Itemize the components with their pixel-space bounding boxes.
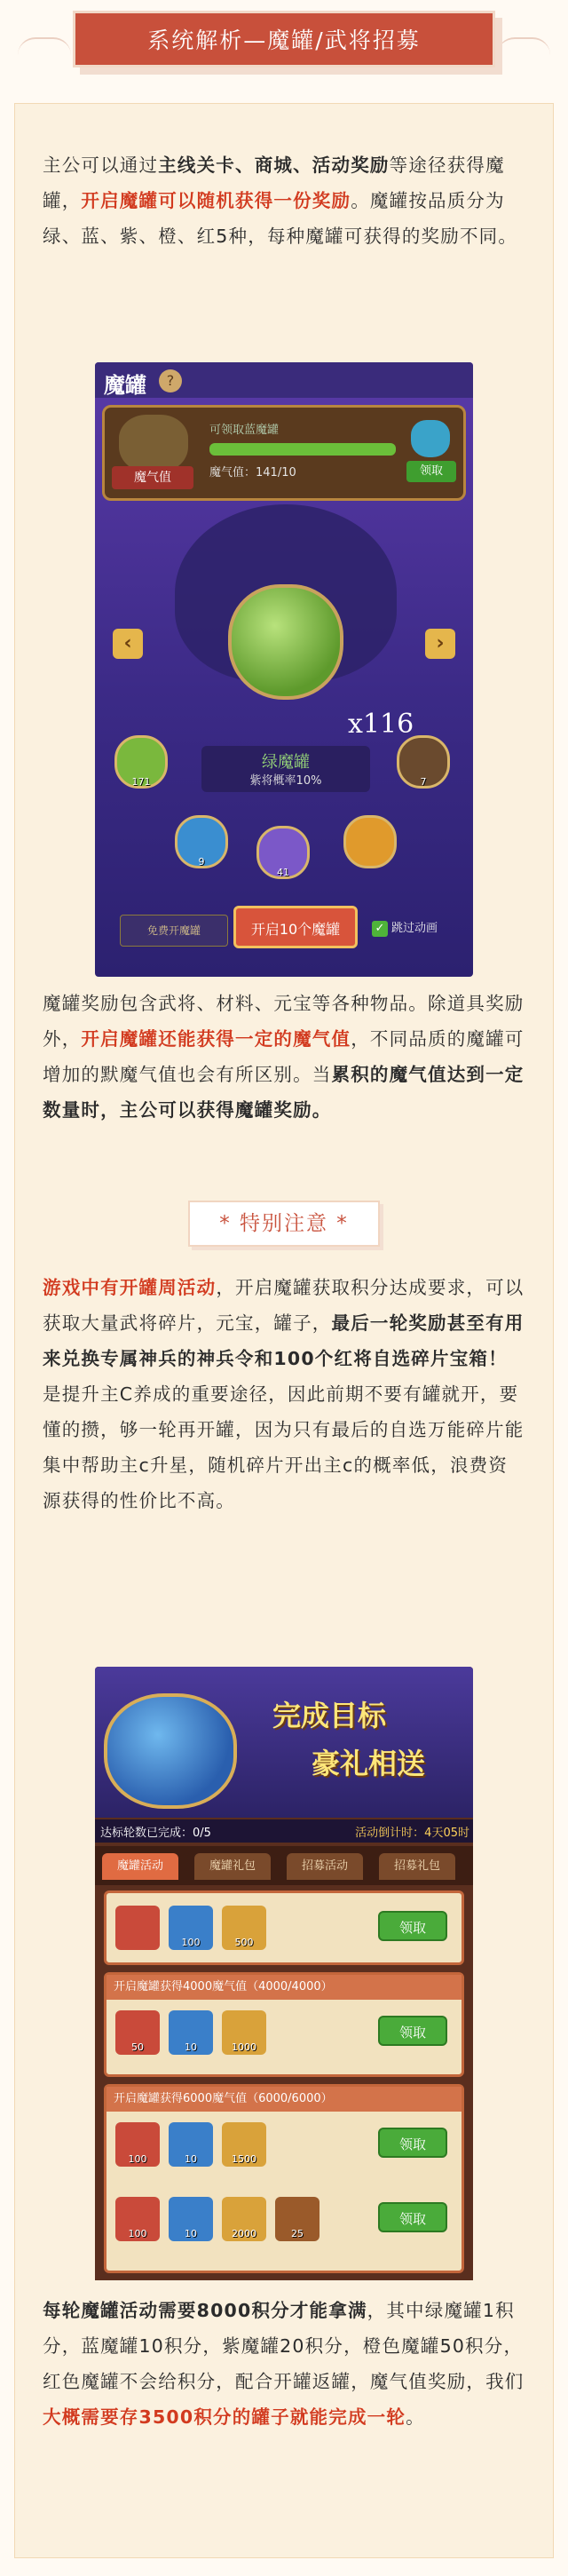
magic-value-badge: 魔气值 (112, 466, 193, 489)
green-jar-icon (228, 584, 343, 700)
tab-jar-event: 魔罐活动 (102, 1853, 178, 1880)
claim-button: 领取 (378, 1911, 447, 1941)
event-text-1: ，开启魔罐获取积分达成要求，可以获取大量武将碎片，元宝，罐子， (43, 1277, 525, 1334)
mini-purple-jar-icon (256, 826, 310, 879)
arrow-right-icon: › (425, 629, 455, 659)
event-info-bar (95, 1819, 473, 1843)
section-title: 系统解析—魔罐/武将招募 (73, 11, 495, 67)
jar-rate: 紫将概率10% (249, 774, 322, 788)
reward-item-icon (169, 1906, 213, 1950)
magic-progress-bar (209, 443, 396, 456)
event-screenshot-bottom (95, 2176, 473, 2280)
jar-name: 绿魔罐 (262, 753, 310, 772)
intro-text-1: 主公可以通过 (43, 155, 159, 176)
mini-blue-jar-icon (175, 815, 228, 868)
rewards-text-1: 魔罐奖励包含武将、材料、元宝等各种物品。除道具奖励外， (43, 993, 525, 1050)
check-icon: ✓ (372, 921, 388, 937)
event-banner (95, 1667, 473, 1818)
tab-jar-pack: 魔罐礼包 (194, 1853, 271, 1880)
claim-button: 领取 (406, 461, 456, 482)
mini-red-jar-icon (397, 735, 450, 789)
reward-item-icon (222, 2197, 266, 2241)
reward-row-title: 开启魔罐获得4000魔气值（4000/4000） (106, 1975, 462, 2000)
big-blue-jar-icon (104, 1693, 237, 1809)
reward-item-icon (169, 2197, 213, 2241)
mini-jar-count: 171 (131, 776, 151, 788)
tab-recruit-event: 招募活动 (287, 1853, 363, 1880)
reward-item-count: 10 (185, 2153, 197, 2165)
cloud-right-icon (497, 37, 550, 59)
reward-item-count: 100 (128, 2153, 147, 2165)
magic-value-card (102, 405, 466, 501)
magic-jar-screenshot (95, 362, 473, 977)
mini-green-jar-icon (114, 735, 168, 789)
jar-icon (119, 415, 188, 473)
points-bold: 每轮魔罐活动需要8000积分才能拿满 (43, 2300, 367, 2321)
reward-item-icon (275, 2197, 320, 2241)
reward-row (104, 1972, 464, 2077)
headline-1: 完成目标 (272, 1699, 387, 1732)
intro-text-3: 。魔罐按品质分为绿、蓝、紫、橙、红5种，每种魔罐可获得的奖励不同。 (43, 190, 518, 247)
reward-item-icon (115, 2010, 160, 2055)
screen1-title: 魔罐 (104, 373, 146, 398)
reward-item-count: 500 (234, 1937, 254, 1948)
tab-recruit-pack: 招募礼包 (379, 1853, 455, 1880)
arrow-left-icon: ‹ (113, 629, 143, 659)
reward-item-icon (115, 2122, 160, 2167)
reward-item-count: 100 (128, 2228, 147, 2239)
intro-paragraph (43, 147, 525, 254)
reward-item-icon (115, 1906, 160, 1950)
claim-button: 领取 (378, 2202, 447, 2232)
reward-item-icon (169, 2122, 213, 2167)
reward-item-count: 10 (185, 2041, 197, 2053)
help-icon: ? (159, 369, 182, 392)
mini-jar-count: 7 (420, 776, 427, 788)
rewards-bold: 累积的魔气值达到一定数量时，主公可以获得魔罐奖励。 (43, 1064, 525, 1121)
reward-item-count: 1000 (232, 2041, 256, 2053)
points-text-2: 。 (406, 2406, 425, 2428)
points-paragraph (43, 2293, 525, 2435)
reward-row (104, 2176, 464, 2273)
reward-item-icon (222, 2010, 266, 2055)
blue-jar-icon (411, 420, 450, 457)
jar-count: x116 (348, 709, 414, 740)
reward-item-count: 50 (131, 2041, 144, 2053)
reward-item-icon (115, 2197, 160, 2241)
event-bold: 最后一轮奖励甚至有用来兑换专属神兵的神兵令和100个红将自选碎片宝箱！ (43, 1312, 525, 1369)
header (0, 0, 568, 80)
reward-item-icon (222, 1906, 266, 1950)
free-open-button: 免费开魔罐 (120, 915, 228, 947)
reward-item-count: 10 (185, 2228, 197, 2239)
reward-item-count: 2000 (232, 2228, 256, 2239)
headline-2: 豪礼相送 (312, 1747, 426, 1780)
reward-item-count: 25 (291, 2228, 304, 2239)
event-text-2: 是提升主C养成的重要途径，因此前期不要有罐就开，要懂的攒，够一轮再开罐，因为只有最后的自选万能碎片能集中帮助主c升星，随机碎片开出主c的概率低，浪费资源获得的性价比不高。 (43, 1383, 525, 1511)
intro-text-2: 等途径获得魔罐， (43, 155, 505, 211)
event-paragraph (43, 1270, 525, 1518)
jar-name-plate (201, 746, 370, 792)
intro-bold-1: 主线关卡、商城、活动奖励 (158, 155, 390, 176)
points-highlight: 大概需要存3500积分的罐子就能完成一轮 (43, 2406, 406, 2428)
rewards-paragraph (43, 986, 525, 1128)
reward-row (104, 1890, 464, 1965)
rewards-highlight: 开启魔罐还能获得一定的魔气值 (81, 1028, 351, 1050)
claim-button: 领取 (378, 2016, 447, 2046)
reward-row (104, 2084, 464, 2189)
special-notice-label: * 特别注意 * (188, 1201, 380, 1247)
event-countdown: 活动倒计时：4天05时 (355, 1827, 469, 1840)
reward-item-icon (222, 2122, 266, 2167)
reward-item-count: 100 (181, 1937, 201, 1948)
cloud-left-icon (18, 37, 71, 59)
skip-animation-toggle (372, 918, 438, 937)
rewards-text-2: ，不同品质的魔罐可增加的默魔气值也会有所区别。当 (43, 1028, 525, 1085)
reward-item-count: 1500 (232, 2153, 256, 2165)
event-screenshot (95, 1667, 473, 2229)
reward-item-icon (169, 2010, 213, 2055)
mini-jar-count: 41 (277, 867, 289, 878)
points-text-1: ，其中绿魔罐1积分，蓝魔罐10积分，紫魔罐20积分，橙色魔罐50积分，红色魔罐不会给积分，配合开罐返罐，魔气值奖励，我们 (43, 2300, 525, 2392)
claimable-text: 可领取蓝魔罐 (209, 424, 280, 437)
event-tabs (95, 1846, 473, 1885)
event-highlight: 游戏中有开罐周活动 (43, 1277, 217, 1298)
rounds-completed: 达标轮数已完成：0/5 (100, 1827, 211, 1840)
screen1-top-bar (95, 362, 473, 398)
magic-value-text: 魔气值：141/10 (209, 466, 296, 480)
reward-row-title: 开启魔罐获得6000魔气值（6000/6000） (106, 2087, 462, 2112)
mini-orange-jar-icon (343, 815, 397, 868)
open-ten-jars-button: 开启10个魔罐 (233, 906, 358, 948)
intro-highlight: 开启魔罐可以随机获得一份奖励 (81, 190, 351, 211)
mini-jar-count: 9 (198, 856, 205, 868)
claim-button: 领取 (378, 2128, 447, 2158)
skip-label: 跳过动画 (391, 922, 438, 935)
